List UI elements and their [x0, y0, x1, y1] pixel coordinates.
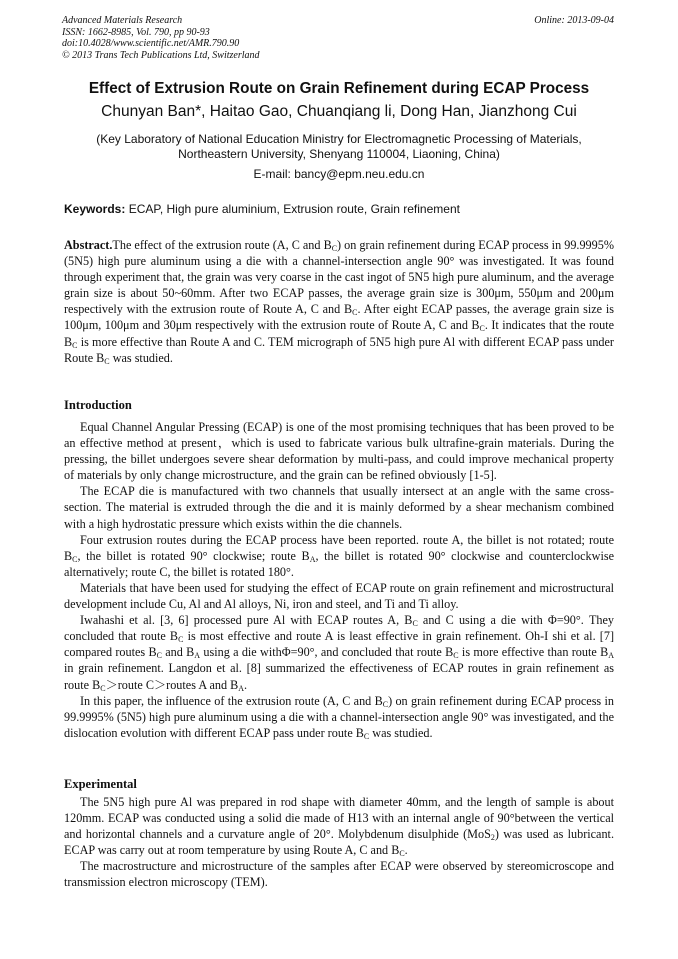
authors: Chunyan Ban*, Haitao Gao, Chuanqiang li, Dong Han, Jianzhong Cui — [101, 103, 577, 120]
paragraph: In this paper, the influence of the extrusion route (A, C and $B_C$) on grain refinement during ECAP process in 99.9995% (5N5) high pure aluminum using a die with a channel-intersection angle 90° was investigated, and the dislocation evolution with different ECAP pass under route $B_C$ was studied. — [64, 693, 614, 741]
affiliation-line-1: (Key Laboratory of National Education Ministry for Electromagnetic Processing of Materials, — [96, 132, 582, 146]
affiliation — [0, 132, 678, 161]
introduction-heading: Introduction — [64, 398, 132, 412]
keywords — [64, 202, 616, 216]
email: E-mail: bancy@epm.neu.edu.cn — [253, 167, 425, 181]
journal-name: Advanced Materials Research — [62, 15, 183, 26]
paragraph: The ECAP die is manufactured with two channels that usually intersect at an angle with the same cross-section. The material is extruded through the die and it is mainly deformed by a shear mechanism combined with a high hydrostatic pressure which exists within the die channels. — [64, 484, 614, 531]
experimental-heading: Experimental — [64, 777, 137, 791]
paragraph: Iwahashi et al. [3, 6] processed pure Al with ECAP routes A, $B_C$ and C using a die with Φ=90°. They concluded that route $B_C$ is most effective and route A is least effective in grain refinement. Oh-I shi et al. [7] compared routes $B_C$ and $B_A$ using a die withΦ=90°, and concluded that route $B_C$ is more effective than route $B_A$ in grain refinement. Langdon et al. [8] summarized the effectiveness of ECAP routes in grain refinement as route $B_C>route$ C＞routes A and $B_A$. — [64, 613, 615, 693]
journal-header — [62, 15, 614, 61]
abstract: Abstract.The effect of the extrusion route (A, C and $B_C$) on grain refinement during ECAP process in 99.9995% (5N5) high pure aluminum using a die with a channel-intersection angle 90° was investigated. It was found through experiment that, the grain was very coarse in the cast ingot of 5N5 high pure aluminum, and the average grain size is about 50~60mm. After two ECAP passes, the average grain size is 300μm, 550μm and 200μm respectively with the extrusion route of Route A, C and $B_C$. After eight ECAP passes, the average grain size is 100μm, 100μm and 30μm respectively with the extrusion route of Route A, C and $B_C$. It indicates that the route $B_C$ is more effective than Route A and C. TEM micrograph of 5N5 high pure Al with different ECAP pass under Route $B_C$ was studied. — [64, 238, 614, 366]
doi: doi:10.4028/www.scientific.net/AMR.790.90 — [62, 38, 240, 49]
paragraph: Four extrusion routes during the ECAP process have been reported. route A, the billet is not rotated; route $B_C$, the billet is rotated 90° clockwise; route $B_A$, the billet is rotated 90° clockwise and counterclockwise alternatively; route C, the billet is rotated 180°. — [64, 532, 614, 579]
experimental-body — [64, 794, 614, 891]
paragraph: The macrostructure and microstructure of the samples after ECAP were observed by stereomicroscope and transmission electron microscopy (TEM). — [64, 859, 614, 890]
paragraph: The 5N5 high pure Al was prepared in rod shape with diameter 40mm, and the length of sample is about 120mm. ECAP was conducted using a solid die made of H13 with an internal angle of 90°between the vertical and horizontal channels and a curvature angle of 20°. Molybdenum disulphide (MoS$_2$) was used as lubricant. ECAP was carry out at room temperature by using Route A, C and $B_C$. — [64, 795, 614, 859]
keywords-text: ECAP, High pure aluminium, Extrusion route, Grain refinement — [125, 202, 460, 216]
copyright: © 2013 Trans Tech Publications Ltd, Switzerland — [62, 49, 260, 61]
paragraph: Materials that have been used for studying the effect of ECAP route on grain refinement and microstructural development include Cu, Al and Al alloys, Ni, iron and steel, and Ti and Ti alloy. — [64, 580, 614, 612]
abstract-label: Abstract. — [64, 238, 113, 252]
introduction-body — [64, 419, 614, 741]
online-date: Online: 2013-09-04 — [534, 15, 614, 26]
paragraph: Equal Channel Angular Pressing (ECAP) is one of the most promising techniques that has been proved to be an effective method at present，which is used to fabricate various bulk ultrafine-grain materials. During the pressing, the billet undergoes severe shear deformation by multi-pass, and could improve mechanical property of materials by only change microstructure, and the grain can be refined obviously [1-5]. — [64, 420, 614, 483]
keywords-label: Keywords: — [64, 202, 126, 216]
paper-title: Effect of Extrusion Route on Grain Refinement during ECAP Process — [88, 80, 590, 97]
affiliation-line-2: Northeastern University, Shenyang 110004, Liaoning, China) — [178, 146, 500, 161]
issn: ISSN: 1662-8985, Vol. 790, pp 90-93 — [62, 26, 210, 38]
